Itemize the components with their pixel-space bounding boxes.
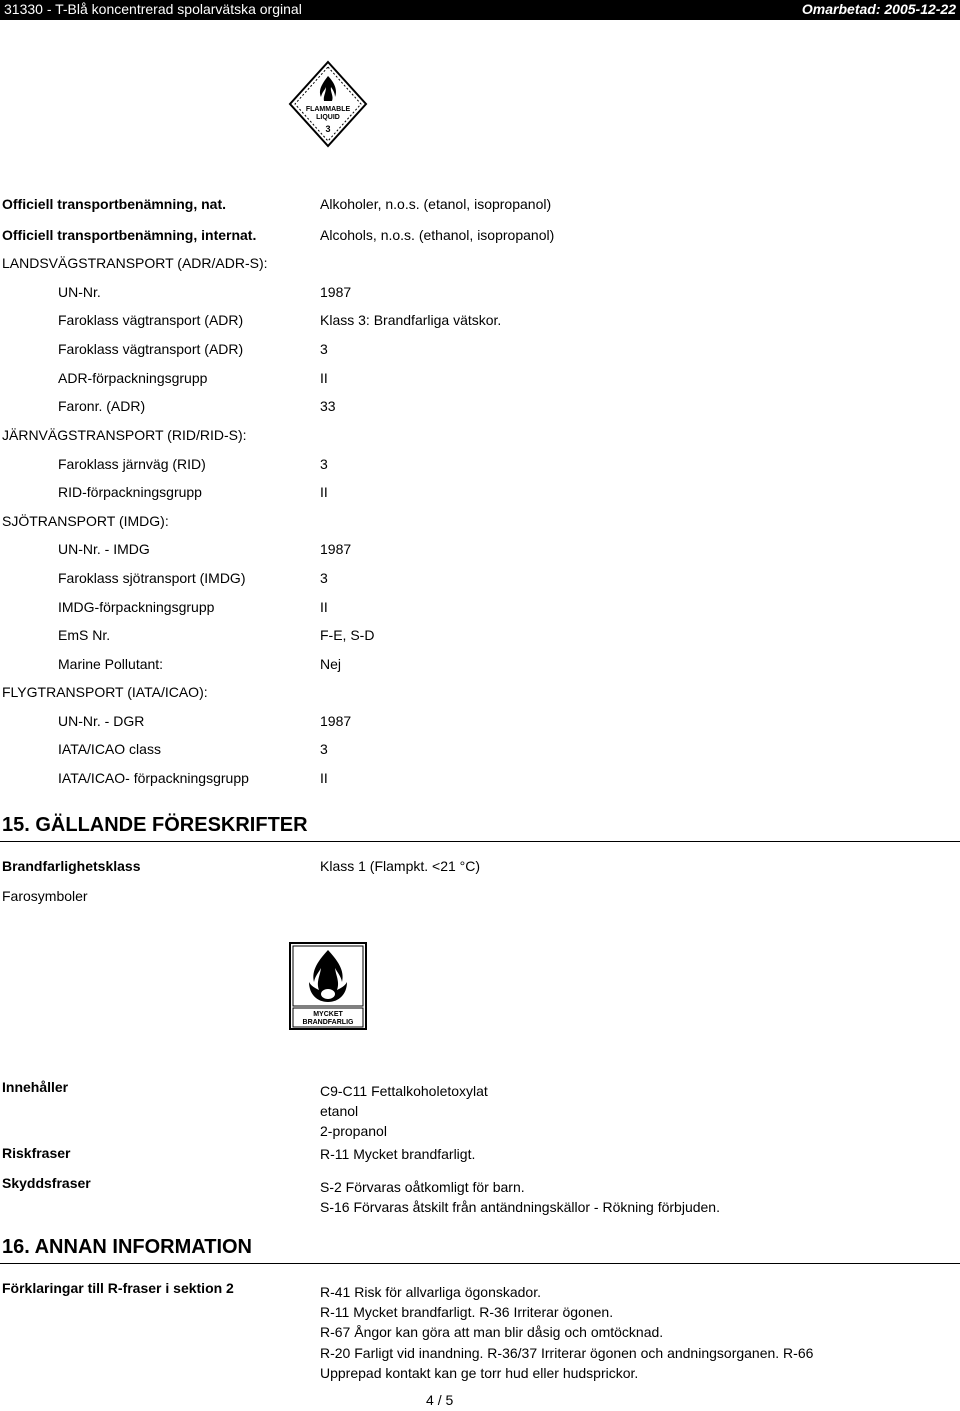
sea-transport-heading: SJÖTRANSPORT (IMDG): [2,513,169,529]
road-row-value: II [320,370,328,386]
page-separator: / [437,1392,442,1408]
diamond-line1: FLAMMABLE [305,106,351,113]
air-row-label: IATA/ICAO- förpackningsgrupp [58,770,249,786]
safety-phrase-value: S-16 Förvaras åtskilt från antändningskällor - Rökning förbjuden. [320,1199,720,1215]
contains-value: 2-propanol [320,1123,387,1139]
fire-class-label: Brandfarlighetsklass [2,858,141,874]
section-15-rule [0,841,960,842]
hazard-symbols-label: Farosymboler [2,888,88,904]
sea-row-label: IMDG-förpackningsgrupp [58,599,215,615]
section-16-title: 16. ANNAN INFORMATION [2,1236,252,1258]
official-name-int-label: Officiell transportbenämning, internat. [2,227,257,243]
road-transport-heading: LANDSVÄGSTRANSPORT (ADR/ADR-S): [2,255,268,271]
r-phrase-line: R-67 Ångor kan göra att man blir dåsig och omtöcknad. [320,1324,664,1340]
road-row-value: 33 [320,398,336,414]
road-row-label: Faroklass vägtransport (ADR) [58,341,244,357]
safety-phrase-value: S-2 Förvaras oåtkomligt för barn. [320,1179,525,1195]
sea-row-value: 3 [320,570,328,586]
page-current: 4 [426,1392,434,1408]
sea-row-value: Nej [320,656,342,672]
rail-row-label: RID-förpackningsgrupp [58,484,202,500]
contains-value: etanol [320,1103,359,1119]
r-phrase-line: R-11 Mycket brandfarligt. R-36 Irriterar ögonen. [320,1304,614,1320]
air-transport-heading: FLYGTRANSPORT (IATA/ICAO): [2,684,208,700]
air-row-label: IATA/ICAO class [58,741,161,757]
r-phrase-line: R-41 Risk för allvarliga ögonskador. [320,1284,541,1300]
contains-label: Innehåller [2,1079,69,1095]
diamond-line2: LIQUID [316,114,340,121]
document-title: 31330 - T-Blå koncentrerad spolarvätska orginal [4,1,302,17]
road-row-value: 1987 [320,284,352,300]
air-row-value: 3 [320,741,328,757]
sea-row-value: II [320,599,328,615]
sea-row-label: EmS Nr. [58,627,111,643]
sea-row-label: Marine Pollutant: [58,656,164,672]
diamond-class: 3 [325,124,331,134]
r-phrase-line: Upprepad kontakt kan ge torr hud eller hudsprickor. [320,1365,639,1381]
rail-row-label: Faroklass järnväg (RID) [58,456,206,472]
road-row-label: ADR-förpackningsgrupp [58,370,208,386]
rail-row-value: 3 [320,456,328,472]
revision-date: Omarbetad: 2005-12-22 [801,1,956,17]
road-row-label: Faroklass vägtransport (ADR) [58,312,244,328]
section-15-title: 15. GÄLLANDE FÖRESKRIFTER [2,814,308,836]
rail-row-value: II [320,484,328,500]
page-total: 5 [445,1392,454,1408]
sea-row-value: F-E, S-D [320,627,375,643]
fire-class-value: Klass 1 (Flampkt. <21 °C) [320,858,481,874]
road-row-label: Faronr. (ADR) [58,398,146,414]
sea-row-value: 1987 [320,541,352,557]
r-phrase-line: R-20 Farligt vid inandning. R-36/37 Irriterar ögonen och andningsorganen. R-66 [320,1345,814,1361]
section-16-rule [0,1263,960,1264]
flammable-liquid-diamond-icon [288,60,368,148]
risk-phrases-label: Riskfraser [2,1145,71,1161]
safety-phrases-label: Skyddsfraser [2,1175,91,1191]
highly-flammable-pictogram-icon [289,942,367,1030]
official-name-nat-value: Alkoholer, n.o.s. (etanol, isopropanol) [320,196,552,212]
official-name-int-value: Alcohols, n.o.s. (ethanol, isopropanol) [320,227,555,243]
r-phrases-explanation-label: Förklaringar till R-fraser i sektion 2 [2,1280,234,1296]
page-number [426,1391,453,1409]
pictogram-caption-line1: MYCKET [313,1011,343,1018]
sea-row-label: UN-Nr. - IMDG [58,541,150,557]
road-row-value: Klass 3: Brandfarliga vätskor. [320,312,502,328]
road-row-label: UN-Nr. [58,284,101,300]
air-row-value: 1987 [320,713,352,729]
document-header [0,0,960,20]
official-name-nat-label: Officiell transportbenämning, nat. [2,196,227,212]
pictogram-caption-line2: BRANDFARLIG [302,1019,354,1026]
risk-phrase-value: R-11 Mycket brandfarligt. [320,1146,476,1162]
sea-row-label: Faroklass sjötransport (IMDG) [58,570,246,586]
rail-transport-heading: JÄRNVÄGSTRANSPORT (RID/RID-S): [2,427,247,443]
contains-value: C9-C11 Fettalkoholetoxylat [320,1083,488,1099]
air-row-value: II [320,770,328,786]
air-row-label: UN-Nr. - DGR [58,713,145,729]
road-row-value: 3 [320,341,328,357]
